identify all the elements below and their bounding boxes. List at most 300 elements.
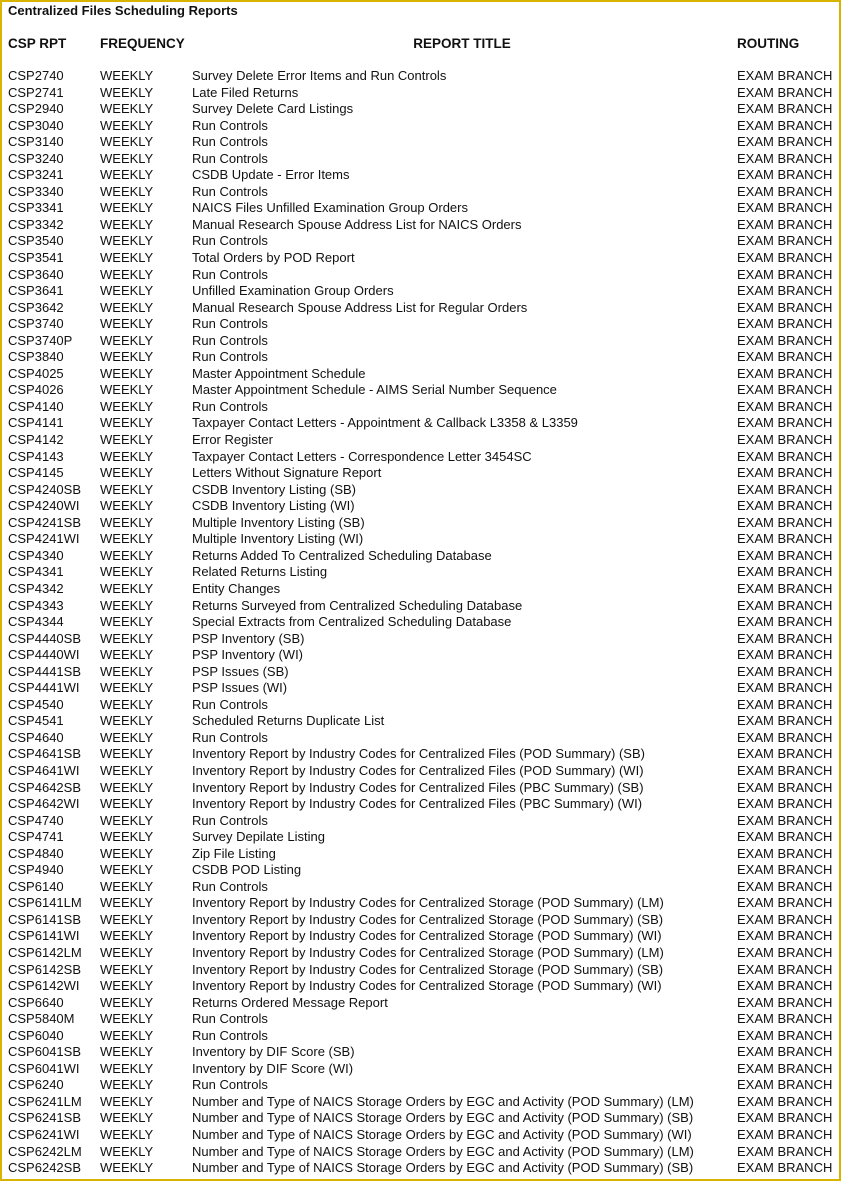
cell-frequency: WEEKLY <box>100 481 154 497</box>
cell-routing: EXAM BRANCH <box>737 812 833 828</box>
table-row <box>0 1028 841 1045</box>
table-row <box>0 151 841 168</box>
cell-csp-rpt: CSP6241SB <box>8 1110 81 1126</box>
cell-csp-rpt: CSP6140 <box>8 878 64 894</box>
cell-report-title: Late Filed Returns <box>192 84 299 100</box>
cell-report-title: Taxpayer Contact Letters - Correspondence Letter 3454SC <box>192 448 532 464</box>
cell-csp-rpt: CSP4340 <box>8 547 64 563</box>
cell-report-title: Run Controls <box>192 117 268 133</box>
cell-csp-rpt: CSP6142WI <box>8 978 80 994</box>
cell-frequency: WEEKLY <box>100 183 154 199</box>
cell-routing: EXAM BRANCH <box>737 845 833 861</box>
cell-frequency: WEEKLY <box>100 564 154 580</box>
cell-csp-rpt: CSP4025 <box>8 365 64 381</box>
cell-report-title: Inventory Report by Industry Codes for Centralized Storage (POD Summary) (SB) <box>192 911 664 927</box>
cell-report-title: CSDB Update - Error Items <box>192 167 350 183</box>
table-row <box>0 680 841 697</box>
cell-frequency: WEEKLY <box>100 878 154 894</box>
cell-routing: EXAM BRANCH <box>737 994 833 1010</box>
cell-report-title: Letters Without Signature Report <box>192 465 382 481</box>
cell-report-title: Manual Research Spouse Address List for Regular Orders <box>192 299 528 315</box>
cell-report-title: Run Controls <box>192 316 268 332</box>
cell-report-title: Returns Ordered Message Report <box>192 994 388 1010</box>
cell-frequency: WEEKLY <box>100 84 154 100</box>
table-row <box>0 962 841 979</box>
cell-frequency: WEEKLY <box>100 696 154 712</box>
cell-routing: EXAM BRANCH <box>737 614 833 630</box>
cell-frequency: WEEKLY <box>100 134 154 150</box>
table-row <box>0 1011 841 1028</box>
cell-csp-rpt: CSP6142LM <box>8 944 82 960</box>
cell-report-title: Run Controls <box>192 183 268 199</box>
cell-routing: EXAM BRANCH <box>737 117 833 133</box>
table-row <box>0 382 841 399</box>
cell-routing: EXAM BRANCH <box>737 101 833 117</box>
table-row <box>0 1061 841 1078</box>
cell-report-title: Run Controls <box>192 134 268 150</box>
cell-frequency: WEEKLY <box>100 117 154 133</box>
cell-csp-rpt: CSP3342 <box>8 216 64 232</box>
cell-report-title: Run Controls <box>192 233 268 249</box>
cell-routing: EXAM BRANCH <box>737 680 833 696</box>
cell-report-title: Related Returns Listing <box>192 564 328 580</box>
cell-csp-rpt: CSP4642WI <box>8 796 80 812</box>
cell-csp-rpt: CSP6242LM <box>8 1143 82 1159</box>
report-table-body <box>0 68 841 1177</box>
cell-frequency: WEEKLY <box>100 895 154 911</box>
table-row <box>0 333 841 350</box>
cell-frequency: WEEKLY <box>100 597 154 613</box>
cell-csp-rpt: CSP3240 <box>8 150 64 166</box>
cell-frequency: WEEKLY <box>100 1127 154 1142</box>
cell-report-title: Multiple Inventory Listing (WI) <box>192 531 364 547</box>
cell-csp-rpt: CSP6141LM <box>8 895 82 911</box>
table-row <box>0 415 841 432</box>
cell-report-title: Inventory by DIF Score (SB) <box>192 1044 355 1060</box>
table-row <box>0 598 841 615</box>
column-header-frequency: FREQUENCY <box>100 36 185 51</box>
table-row <box>0 928 841 945</box>
cell-csp-rpt: CSP3642 <box>8 299 64 315</box>
cell-csp-rpt: CSP3540 <box>8 233 64 249</box>
cell-frequency: WEEKLY <box>100 398 154 414</box>
table-row <box>0 134 841 151</box>
cell-report-title: Unfilled Examination Group Orders <box>192 283 394 299</box>
cell-report-title: Run Controls <box>192 1011 268 1027</box>
cell-routing: EXAM BRANCH <box>737 1127 833 1142</box>
cell-report-title: CSDB POD Listing <box>192 862 302 878</box>
cell-csp-rpt: CSP4026 <box>8 382 64 398</box>
cell-frequency: WEEKLY <box>100 762 154 778</box>
cell-report-title: Inventory Report by Industry Codes for Centralized Storage (POD Summary) (LM) <box>192 895 664 911</box>
table-row <box>0 217 841 234</box>
table-row <box>0 631 841 648</box>
cell-routing: EXAM BRANCH <box>737 597 833 613</box>
table-row <box>0 1160 841 1177</box>
cell-frequency: WEEKLY <box>100 928 154 944</box>
cell-routing: EXAM BRANCH <box>737 1044 833 1060</box>
cell-report-title: Taxpayer Contact Letters - Appointment & Callback L3358 & L3359 <box>192 415 578 431</box>
cell-report-title: Inventory Report by Industry Codes for Centralized Files (PBC Summary) (WI) <box>192 796 643 812</box>
cell-report-title: Scheduled Returns Duplicate List <box>192 713 385 729</box>
cell-report-title: NAICS Files Unfilled Examination Group Orders <box>192 200 468 216</box>
cell-csp-rpt: CSP6242SB <box>8 1160 81 1176</box>
cell-frequency: WEEKLY <box>100 746 154 762</box>
cell-routing: EXAM BRANCH <box>737 167 833 183</box>
cell-report-title: Run Controls <box>192 696 268 712</box>
cell-report-title: Inventory Report by Industry Codes for Centralized Storage (POD Summary) (SB) <box>192 961 664 977</box>
cell-report-title: Multiple Inventory Listing (SB) <box>192 514 365 530</box>
table-row <box>0 730 841 747</box>
cell-routing: EXAM BRANCH <box>737 216 833 232</box>
cell-frequency: WEEKLY <box>100 1093 154 1109</box>
cell-report-title: Zip File Listing <box>192 845 276 861</box>
cell-routing: EXAM BRANCH <box>737 498 833 514</box>
cell-frequency: WEEKLY <box>100 531 154 547</box>
cell-routing: EXAM BRANCH <box>737 465 833 481</box>
cell-routing: EXAM BRANCH <box>737 283 833 299</box>
cell-frequency: WEEKLY <box>100 316 154 332</box>
cell-csp-rpt: CSP6041WI <box>8 1060 80 1076</box>
cell-csp-rpt: CSP4740 <box>8 812 64 828</box>
cell-routing: EXAM BRANCH <box>737 944 833 960</box>
table-row <box>0 316 841 333</box>
cell-routing: EXAM BRANCH <box>737 928 833 944</box>
cell-routing: EXAM BRANCH <box>737 432 833 448</box>
table-row <box>0 647 841 664</box>
cell-routing: EXAM BRANCH <box>737 250 833 266</box>
table-row <box>0 912 841 929</box>
cell-report-title: Inventory Report by Industry Codes for Centralized Files (POD Summary) (WI) <box>192 762 644 778</box>
table-row <box>0 233 841 250</box>
cell-csp-rpt: CSP4341 <box>8 564 64 580</box>
cell-report-title: PSP Inventory (WI) <box>192 647 304 663</box>
column-header-routing: ROUTING <box>737 36 800 51</box>
cell-csp-rpt: CSP4641SB <box>8 746 81 762</box>
cell-report-title: Run Controls <box>192 1027 268 1043</box>
cell-frequency: WEEKLY <box>100 283 154 299</box>
table-row <box>0 449 841 466</box>
cell-frequency: WEEKLY <box>100 713 154 729</box>
cell-frequency: WEEKLY <box>100 432 154 448</box>
cell-frequency: WEEKLY <box>100 580 154 596</box>
cell-csp-rpt: CSP3341 <box>8 200 64 216</box>
table-row <box>0 829 841 846</box>
cell-frequency: WEEKLY <box>100 994 154 1010</box>
cell-frequency: WEEKLY <box>100 1160 154 1176</box>
table-row <box>0 813 841 830</box>
cell-frequency: WEEKLY <box>100 547 154 563</box>
table-row <box>0 995 841 1012</box>
cell-report-title: Run Controls <box>192 398 268 414</box>
cell-csp-rpt: CSP4145 <box>8 465 64 481</box>
cell-csp-rpt: CSP4441SB <box>8 663 81 679</box>
cell-routing: EXAM BRANCH <box>737 266 833 282</box>
cell-csp-rpt: CSP4140 <box>8 398 64 414</box>
cell-frequency: WEEKLY <box>100 1044 154 1060</box>
cell-routing: EXAM BRANCH <box>737 299 833 315</box>
cell-csp-rpt: CSP4241SB <box>8 514 81 530</box>
cell-csp-rpt: CSP4741 <box>8 829 64 845</box>
cell-frequency: WEEKLY <box>100 911 154 927</box>
cell-report-title: Special Extracts from Centralized Scheduling Database <box>192 614 512 630</box>
cell-routing: EXAM BRANCH <box>737 647 833 663</box>
cell-report-title: Run Controls <box>192 349 268 365</box>
cell-report-title: Inventory Report by Industry Codes for Centralized Files (PBC Summary) (SB) <box>192 779 644 795</box>
cell-frequency: WEEKLY <box>100 829 154 845</box>
cell-frequency: WEEKLY <box>100 68 154 83</box>
cell-frequency: WEEKLY <box>100 332 154 348</box>
cell-routing: EXAM BRANCH <box>737 84 833 100</box>
cell-csp-rpt: CSP4440WI <box>8 647 80 663</box>
cell-report-title: Inventory Report by Industry Codes for Centralized Storage (POD Summary) (WI) <box>192 978 662 994</box>
cell-csp-rpt: CSP6141SB <box>8 911 81 927</box>
table-row <box>0 746 841 763</box>
cell-routing: EXAM BRANCH <box>737 630 833 646</box>
table-row <box>0 68 841 85</box>
cell-report-title: Survey Delete Card Listings <box>192 101 354 117</box>
table-row <box>0 548 841 565</box>
column-header-csp-rpt: CSP RPT <box>8 36 67 51</box>
cell-csp-rpt: CSP4540 <box>8 696 64 712</box>
cell-report-title: Number and Type of NAICS Storage Orders by EGC and Activity (POD Summary) (LM) <box>192 1143 694 1159</box>
cell-frequency: WEEKLY <box>100 614 154 630</box>
cell-frequency: WEEKLY <box>100 1110 154 1126</box>
cell-routing: EXAM BRANCH <box>737 1077 833 1093</box>
cell-routing: EXAM BRANCH <box>737 68 833 83</box>
table-row <box>0 184 841 201</box>
table-row <box>0 763 841 780</box>
cell-report-title: Run Controls <box>192 332 268 348</box>
cell-routing: EXAM BRANCH <box>737 547 833 563</box>
cell-report-title: Master Appointment Schedule <box>192 365 366 381</box>
cell-routing: EXAM BRANCH <box>737 1093 833 1109</box>
table-row <box>0 283 841 300</box>
cell-routing: EXAM BRANCH <box>737 1027 833 1043</box>
table-row <box>0 1094 841 1111</box>
cell-frequency: WEEKLY <box>100 978 154 994</box>
cell-csp-rpt: CSP4143 <box>8 448 64 464</box>
cell-csp-rpt: CSP4240SB <box>8 481 81 497</box>
cell-routing: EXAM BRANCH <box>737 829 833 845</box>
cell-csp-rpt: CSP3640 <box>8 266 64 282</box>
table-row <box>0 167 841 184</box>
table-row <box>0 978 841 995</box>
cell-report-title: Number and Type of NAICS Storage Orders by EGC and Activity (POD Summary) (SB) <box>192 1110 694 1126</box>
cell-csp-rpt: CSP2741 <box>8 84 64 100</box>
cell-frequency: WEEKLY <box>100 266 154 282</box>
table-row <box>0 581 841 598</box>
table-row <box>0 515 841 532</box>
table-row <box>0 1144 841 1161</box>
cell-csp-rpt: CSP4241WI <box>8 531 80 547</box>
cell-csp-rpt: CSP4641WI <box>8 762 80 778</box>
cell-frequency: WEEKLY <box>100 250 154 266</box>
cell-csp-rpt: CSP6040 <box>8 1027 64 1043</box>
document-title: Centralized Files Scheduling Reports <box>8 3 238 18</box>
cell-routing: EXAM BRANCH <box>737 1060 833 1076</box>
table-row <box>0 780 841 797</box>
cell-report-title: Run Controls <box>192 266 268 282</box>
cell-csp-rpt: CSP3340 <box>8 183 64 199</box>
cell-csp-rpt: CSP4141 <box>8 415 64 431</box>
cell-frequency: WEEKLY <box>100 680 154 696</box>
cell-routing: EXAM BRANCH <box>737 398 833 414</box>
cell-frequency: WEEKLY <box>100 150 154 166</box>
cell-routing: EXAM BRANCH <box>737 961 833 977</box>
table-row <box>0 200 841 217</box>
column-header-report-title: REPORT TITLE <box>413 36 511 51</box>
cell-frequency: WEEKLY <box>100 845 154 861</box>
cell-csp-rpt: CSP4541 <box>8 713 64 729</box>
cell-csp-rpt: CSP4342 <box>8 580 64 596</box>
table-row <box>0 1044 841 1061</box>
cell-routing: EXAM BRANCH <box>737 1011 833 1027</box>
cell-routing: EXAM BRANCH <box>737 531 833 547</box>
cell-csp-rpt: CSP6241LM <box>8 1093 82 1109</box>
cell-routing: EXAM BRANCH <box>737 150 833 166</box>
cell-report-title: Run Controls <box>192 1077 268 1093</box>
cell-csp-rpt: CSP4640 <box>8 729 64 745</box>
table-row <box>0 366 841 383</box>
cell-csp-rpt: CSP4940 <box>8 862 64 878</box>
cell-report-title: Error Register <box>192 432 273 448</box>
cell-frequency: WEEKLY <box>100 1143 154 1159</box>
table-row <box>0 1077 841 1094</box>
cell-csp-rpt: CSP2740 <box>8 68 64 83</box>
cell-routing: EXAM BRANCH <box>737 514 833 530</box>
cell-report-title: CSDB Inventory Listing (SB) <box>192 481 357 497</box>
table-row <box>0 895 841 912</box>
table-row <box>0 564 841 581</box>
cell-frequency: WEEKLY <box>100 663 154 679</box>
table-row <box>0 945 841 962</box>
cell-frequency: WEEKLY <box>100 647 154 663</box>
cell-csp-rpt: CSP3641 <box>8 283 64 299</box>
cell-routing: EXAM BRANCH <box>737 862 833 878</box>
cell-report-title: Total Orders by POD Report <box>192 250 355 266</box>
cell-routing: EXAM BRANCH <box>737 1110 833 1126</box>
cell-report-title: Run Controls <box>192 150 268 166</box>
cell-report-title: PSP Issues (WI) <box>192 680 288 696</box>
cell-csp-rpt: CSP3040 <box>8 117 64 133</box>
table-row <box>0 697 841 714</box>
cell-csp-rpt: CSP4441WI <box>8 680 80 696</box>
table-row <box>0 349 841 366</box>
cell-routing: EXAM BRANCH <box>737 316 833 332</box>
table-row <box>0 614 841 631</box>
cell-report-title: Number and Type of NAICS Storage Orders by EGC and Activity (POD Summary) (SB) <box>192 1160 694 1176</box>
table-row <box>0 664 841 681</box>
cell-report-title: Inventory by DIF Score (WI) <box>192 1060 354 1076</box>
cell-routing: EXAM BRANCH <box>737 878 833 894</box>
cell-csp-rpt: CSP3740P <box>8 332 73 348</box>
cell-frequency: WEEKLY <box>100 812 154 828</box>
cell-frequency: WEEKLY <box>100 862 154 878</box>
cell-report-title: PSP Issues (SB) <box>192 663 289 679</box>
cell-frequency: WEEKLY <box>100 465 154 481</box>
table-row <box>0 85 841 102</box>
cell-frequency: WEEKLY <box>100 382 154 398</box>
cell-frequency: WEEKLY <box>100 944 154 960</box>
cell-csp-rpt: CSP4440SB <box>8 630 81 646</box>
cell-report-title: Run Controls <box>192 812 268 828</box>
cell-report-title: Inventory Report by Industry Codes for Centralized Storage (POD Summary) (WI) <box>192 928 662 944</box>
cell-report-title: Run Controls <box>192 878 268 894</box>
cell-report-title: Inventory Report by Industry Codes for Centralized Files (POD Summary) (SB) <box>192 746 645 762</box>
cell-routing: EXAM BRANCH <box>737 663 833 679</box>
cell-report-title: Entity Changes <box>192 580 281 596</box>
cell-frequency: WEEKLY <box>100 514 154 530</box>
table-row <box>0 399 841 416</box>
cell-frequency: WEEKLY <box>100 448 154 464</box>
cell-routing: EXAM BRANCH <box>737 978 833 994</box>
cell-csp-rpt: CSP6241WI <box>8 1127 80 1142</box>
cell-frequency: WEEKLY <box>100 498 154 514</box>
cell-routing: EXAM BRANCH <box>737 1143 833 1159</box>
cell-routing: EXAM BRANCH <box>737 796 833 812</box>
cell-routing: EXAM BRANCH <box>737 580 833 596</box>
cell-routing: EXAM BRANCH <box>737 729 833 745</box>
table-row <box>0 482 841 499</box>
cell-csp-rpt: CSP5840M <box>8 1011 75 1027</box>
cell-report-title: CSDB Inventory Listing (WI) <box>192 498 355 514</box>
table-row <box>0 432 841 449</box>
cell-frequency: WEEKLY <box>100 1060 154 1076</box>
cell-routing: EXAM BRANCH <box>737 365 833 381</box>
cell-routing: EXAM BRANCH <box>737 233 833 249</box>
cell-routing: EXAM BRANCH <box>737 134 833 150</box>
cell-routing: EXAM BRANCH <box>737 779 833 795</box>
table-row <box>0 101 841 118</box>
cell-csp-rpt: CSP6141WI <box>8 928 80 944</box>
table-row <box>0 1127 841 1144</box>
table-row <box>0 531 841 548</box>
table-row <box>0 879 841 896</box>
cell-csp-rpt: CSP4344 <box>8 614 64 630</box>
cell-routing: EXAM BRANCH <box>737 415 833 431</box>
cell-csp-rpt: CSP4840 <box>8 845 64 861</box>
cell-csp-rpt: CSP6142SB <box>8 961 81 977</box>
cell-report-title: Master Appointment Schedule - AIMS Serial Number Sequence <box>192 382 557 398</box>
cell-report-title: Returns Added To Centralized Scheduling Database <box>192 547 492 563</box>
cell-frequency: WEEKLY <box>100 961 154 977</box>
cell-csp-rpt: CSP3241 <box>8 167 64 183</box>
cell-csp-rpt: CSP4343 <box>8 597 64 613</box>
cell-csp-rpt: CSP6640 <box>8 994 64 1010</box>
cell-routing: EXAM BRANCH <box>737 895 833 911</box>
cell-frequency: WEEKLY <box>100 1011 154 1027</box>
cell-csp-rpt: CSP3140 <box>8 134 64 150</box>
cell-routing: EXAM BRANCH <box>737 1160 833 1176</box>
table-row <box>0 796 841 813</box>
cell-report-title: Number and Type of NAICS Storage Orders by EGC and Activity (POD Summary) (LM) <box>192 1093 694 1109</box>
cell-csp-rpt: CSP4142 <box>8 432 64 448</box>
cell-routing: EXAM BRANCH <box>737 564 833 580</box>
cell-frequency: WEEKLY <box>100 349 154 365</box>
cell-routing: EXAM BRANCH <box>737 200 833 216</box>
cell-csp-rpt: CSP4642SB <box>8 779 81 795</box>
cell-report-title: Survey Depilate Listing <box>192 829 325 845</box>
cell-routing: EXAM BRANCH <box>737 911 833 927</box>
cell-frequency: WEEKLY <box>100 216 154 232</box>
cell-routing: EXAM BRANCH <box>737 382 833 398</box>
cell-frequency: WEEKLY <box>100 299 154 315</box>
cell-frequency: WEEKLY <box>100 1027 154 1043</box>
cell-csp-rpt: CSP3840 <box>8 349 64 365</box>
table-row <box>0 465 841 482</box>
cell-frequency: WEEKLY <box>100 101 154 117</box>
